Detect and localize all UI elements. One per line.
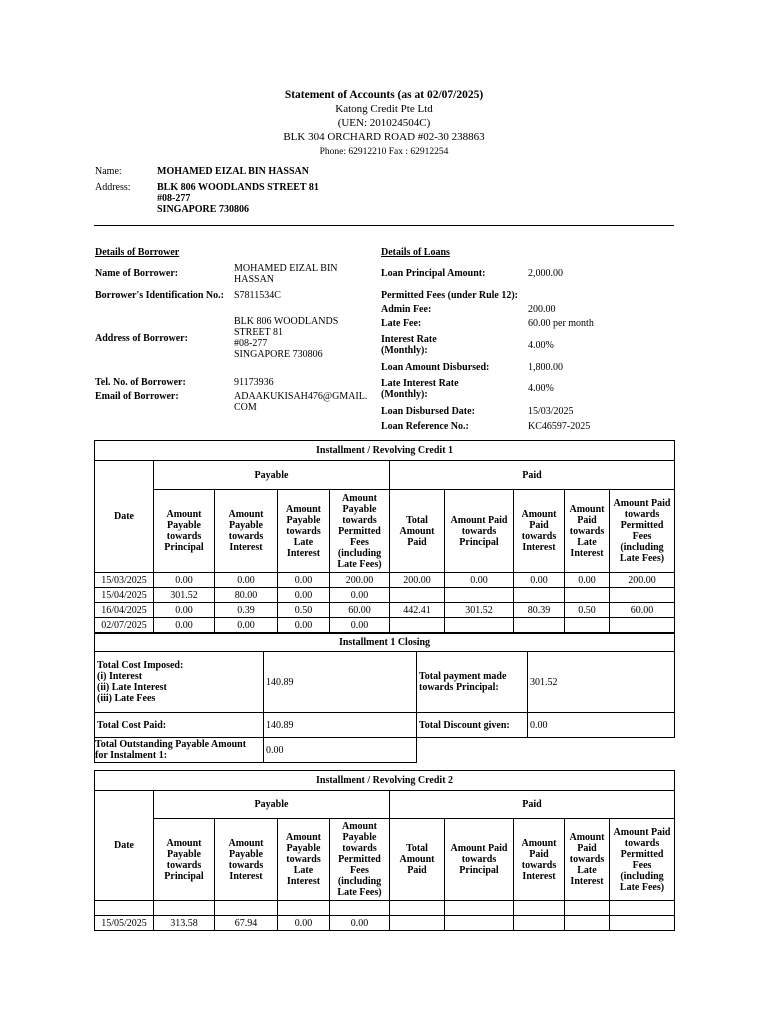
column-header-line: Amount	[285, 503, 321, 515]
amount-cell: 0.39	[215, 603, 278, 618]
column-header-line: Amount Paid	[450, 514, 508, 526]
amount-cell: 0.00	[278, 588, 330, 603]
interest-payable-header	[215, 819, 278, 901]
company-name: Katong Credit Pte Ltd	[335, 103, 433, 115]
amount-cell: 301.52	[154, 588, 215, 603]
cost-imposed-line: Total Cost Imposed:	[97, 660, 184, 671]
loan-reference-label: Loan Reference No.:	[381, 421, 469, 432]
column-header-line: towards	[461, 525, 497, 537]
date-cell: 15/03/2025	[95, 573, 154, 588]
column-header-line: Fees	[350, 865, 369, 876]
amount-cell: 60.00	[610, 603, 675, 618]
column-header-line: towards	[521, 531, 557, 542]
amount-cell	[565, 901, 610, 916]
statement-title: Statement of Accounts (as at 02/07/2025)	[284, 89, 484, 101]
column-header-line: Amount Paid	[613, 826, 671, 838]
total-cost-imposed: 140.89	[264, 652, 417, 713]
total-paid-header	[390, 819, 445, 901]
column-header-line: towards	[342, 514, 377, 526]
amount-cell: 0.00	[278, 573, 330, 588]
date-cell: 16/04/2025	[95, 603, 154, 618]
column-header-line: Payable	[167, 520, 201, 531]
amount-cell: 0.00	[154, 603, 215, 618]
column-header-line: towards	[569, 525, 605, 537]
amount-cell: 0.00	[514, 573, 565, 588]
late-interest-payable-header	[278, 819, 330, 901]
column-header-line: Principal	[459, 536, 499, 548]
borrower-email: COM	[234, 402, 257, 413]
payable-group-header: Payable	[154, 791, 390, 819]
column-header-line: Payable	[286, 843, 321, 854]
amount-cell: 60.00	[330, 603, 390, 618]
column-header-line: Paid	[407, 865, 427, 876]
amount-cell	[154, 901, 215, 916]
borrower-name: HASSAN	[234, 274, 275, 285]
cost-imposed-line: (i) Interest	[97, 671, 143, 682]
column-header-line: Amount	[341, 492, 377, 504]
date-column-header: Date	[95, 791, 154, 901]
column-header-row	[95, 819, 675, 901]
column-header-line: Late Fees)	[619, 553, 665, 564]
late-interest-rate: 4.00%	[528, 383, 554, 394]
fees-paid-header	[610, 490, 675, 573]
amount-cell: 0.50	[278, 603, 330, 618]
interest-paid-header	[514, 819, 565, 901]
column-header-line: Late	[577, 865, 597, 876]
customer-address-label: Address:	[95, 182, 131, 193]
column-header-line: Paid	[407, 536, 427, 548]
column-header-line: Principal	[164, 542, 204, 553]
column-header-line: Late	[577, 536, 597, 548]
column-header-line: Payable	[167, 848, 201, 860]
column-header-line: Principal	[164, 870, 204, 882]
amount-cell: 0.00	[215, 573, 278, 588]
amount-cell: 0.00	[154, 618, 215, 633]
payment-principal: 301.52	[528, 652, 675, 713]
column-header-line: Late Fees)	[337, 887, 382, 898]
amount-cell: 0.00	[565, 573, 610, 588]
amount-cell	[565, 588, 610, 603]
company-address: BLK 304 ORCHARD ROAD #02-30 238863	[283, 131, 485, 143]
amount-cell	[565, 618, 610, 633]
company-phone-fax: Phone: 62912210 Fax : 62912254	[319, 147, 449, 157]
disbursed-amount: 1,800.00	[528, 362, 563, 373]
amount-cell	[445, 618, 514, 633]
amount-cell: 0.00	[215, 618, 278, 633]
column-header-line: Amount	[399, 525, 435, 537]
total-cost-imposed-label	[95, 652, 264, 713]
column-header-line: Amount	[341, 821, 377, 832]
late-interest-payable-header	[278, 490, 330, 573]
column-header-line: Permitted	[620, 520, 664, 531]
closing-empty-cell	[417, 738, 675, 763]
late-interest-label: (Monthly):	[381, 389, 428, 400]
column-header-line: Fees	[632, 531, 652, 542]
amount-cell: 301.52	[445, 603, 514, 618]
credit1-title: Installment / Revolving Credit 1	[95, 441, 675, 461]
loans-heading: Details of Loans	[381, 247, 450, 258]
late-fee: 60.00 per month	[528, 318, 594, 329]
outstanding-line: Total Outstanding Payable Amount	[95, 739, 247, 750]
interest-payable-header	[215, 490, 278, 573]
amount-cell: 0.00	[278, 618, 330, 633]
amount-cell	[514, 618, 565, 633]
disbursed-date: 15/03/2025	[528, 406, 574, 417]
column-header-line: towards	[166, 859, 202, 871]
late-interest-paid-header	[565, 819, 610, 901]
table-row	[95, 573, 675, 588]
column-header-line: Paid	[577, 843, 597, 854]
fees-payable-header	[330, 819, 390, 901]
borrower-address-line: #08-277	[234, 338, 268, 349]
loan-principal: 2,000.00	[528, 268, 563, 279]
amount-cell: 0.00	[154, 573, 215, 588]
column-header-line: Late	[293, 536, 314, 548]
column-header-line: Principal	[459, 865, 499, 876]
amount-cell: 200.00	[610, 573, 675, 588]
column-header-line: Paid	[529, 520, 549, 531]
borrower-name-label: Name of Borrower:	[95, 268, 179, 279]
column-header-line: Amount	[569, 503, 605, 515]
amount-cell	[390, 588, 445, 603]
late-interest-label: Late Interest Rate	[381, 378, 459, 389]
customer-name: MOHAMED EIZAL BIN HASSAN	[157, 166, 309, 177]
column-header-line: Permitted	[338, 525, 381, 537]
column-header-line: Amount Paid	[450, 843, 508, 854]
column-header-line: Fees	[632, 859, 652, 871]
closing1-title: Installment 1 Closing	[95, 634, 675, 652]
column-header-line: towards	[569, 854, 605, 865]
company-uen: (UEN: 201024504C)	[337, 117, 431, 129]
borrower-address-line: SINGAPORE 730806	[234, 349, 323, 360]
fees-payable-header	[330, 490, 390, 573]
loan-reference: KC46597-2025	[528, 421, 591, 432]
table-row	[95, 916, 675, 931]
amount-cell	[390, 901, 445, 916]
date-cell	[95, 901, 154, 916]
interest-rate-label: Interest Rate	[381, 334, 437, 345]
column-header-line: (including	[620, 542, 664, 553]
principal-paid-header	[445, 819, 514, 901]
borrower-tel-label: Tel. No. of Borrower:	[95, 377, 186, 388]
column-header-line: Amount	[399, 854, 435, 865]
amount-cell	[390, 916, 445, 931]
disbursed-date-label: Loan Disbursed Date:	[381, 406, 475, 417]
late-fee-label: Late Fee:	[381, 318, 422, 329]
amount-cell	[390, 618, 445, 633]
paid-group-header: Paid	[390, 791, 675, 819]
loan-principal-label: Loan Principal Amount:	[381, 268, 486, 279]
column-header-line: towards	[228, 531, 264, 542]
column-header-line: Payable	[229, 520, 263, 531]
admin-fee: 200.00	[528, 304, 556, 315]
column-header-line: Payable	[286, 514, 321, 526]
table-row	[95, 618, 675, 633]
cost-imposed-line: (iii) Late Fees	[97, 693, 156, 704]
column-header-line: Interest	[229, 870, 263, 882]
table-row	[95, 603, 675, 618]
column-header-line: Payable	[342, 832, 377, 843]
amount-cell: 80.39	[514, 603, 565, 618]
fees-paid-header	[610, 819, 675, 901]
column-header-line: Late Fees)	[337, 558, 382, 570]
column-header-line: Amount	[285, 832, 321, 843]
amount-cell: 200.00	[330, 573, 390, 588]
amount-cell: 0.00	[330, 916, 390, 931]
amount-cell	[514, 901, 565, 916]
cost-imposed-line: (ii) Late Interest	[97, 682, 167, 693]
column-header-line: Interest	[286, 547, 321, 559]
column-header-line: Total	[406, 843, 428, 854]
table-row	[95, 901, 675, 916]
amount-cell: 67.94	[215, 916, 278, 931]
customer-address-line: #08-277	[157, 193, 191, 204]
column-header-line: Interest	[522, 870, 556, 882]
customer-name-label: Name:	[95, 166, 122, 177]
amount-cell: 0.00	[278, 916, 330, 931]
amount-cell	[330, 901, 390, 916]
customer-address-line: SINGAPORE 730806	[157, 204, 249, 215]
amount-cell: 200.00	[390, 573, 445, 588]
total-outstanding-label	[95, 738, 264, 763]
column-header-line: towards	[228, 859, 264, 871]
column-header-line: (including	[337, 547, 382, 559]
payment-principal-line: Total payment made	[419, 671, 507, 682]
total-discount-label: Total Discount given:	[417, 713, 528, 738]
column-header-line: Amount	[521, 509, 557, 520]
header-divider	[94, 225, 674, 226]
column-header-line: Paid	[577, 514, 597, 526]
borrower-tel: 91173936	[234, 377, 274, 388]
column-header-line: Amount	[569, 832, 605, 843]
payment-principal-line: towards Principal:	[419, 682, 499, 693]
table-row	[95, 588, 675, 603]
outstanding-line: for Instalment 1:	[95, 750, 168, 761]
column-header-line: Late	[293, 865, 314, 876]
total-paid-header	[390, 490, 445, 573]
column-header-line: Paid	[529, 848, 549, 860]
late-interest-paid-header	[565, 490, 610, 573]
borrower-name: MOHAMED EIZAL BIN	[234, 263, 338, 274]
column-header-line: Interest	[229, 542, 263, 553]
column-header-line: Interest	[570, 876, 604, 887]
payment-principal-label	[417, 652, 528, 713]
column-header-line: towards	[286, 854, 321, 865]
amount-cell: 313.58	[154, 916, 215, 931]
column-header-line: Fees	[350, 536, 369, 548]
amount-cell	[610, 588, 675, 603]
amount-cell	[445, 901, 514, 916]
interest-paid-header	[514, 490, 565, 573]
borrower-address-line: STREET 81	[234, 327, 283, 338]
column-header-line: Amount	[521, 837, 557, 849]
principal-payable-header	[154, 490, 215, 573]
column-header-line: Permitted	[338, 854, 381, 865]
amount-cell: 0.50	[565, 603, 610, 618]
borrower-email-label: Email of Borrower:	[95, 391, 179, 402]
credit2-title: Installment / Revolving Credit 2	[95, 771, 675, 791]
amount-cell	[610, 916, 675, 931]
borrower-id-label: Borrower's Identification No.:	[95, 290, 224, 301]
principal-paid-header	[445, 490, 514, 573]
total-cost-paid-label: Total Cost Paid:	[95, 713, 264, 738]
credit2-table	[94, 770, 675, 931]
column-header-line: Permitted	[620, 848, 664, 860]
column-header-row	[95, 490, 675, 573]
interest-rate-label: (Monthly):	[381, 345, 428, 356]
amount-cell	[610, 901, 675, 916]
borrower-address-line: BLK 806 WOODLANDS	[234, 316, 339, 327]
amount-cell	[278, 901, 330, 916]
borrower-id: S7811534C	[234, 290, 281, 301]
amount-cell	[215, 901, 278, 916]
column-header-line: Interest	[286, 876, 321, 887]
column-header-line: towards	[624, 837, 660, 849]
column-header-line: towards	[521, 859, 557, 871]
date-column-header: Date	[95, 461, 154, 573]
amount-cell: 80.00	[215, 588, 278, 603]
amount-cell	[565, 916, 610, 931]
interest-rate: 4.00%	[528, 340, 554, 351]
amount-cell	[514, 588, 565, 603]
amount-cell: 0.00	[330, 588, 390, 603]
column-header-line: Total	[406, 514, 428, 526]
customer-address-line: BLK 806 WOODLANDS STREET 81	[157, 182, 319, 193]
column-header-line: Payable	[229, 848, 263, 860]
total-outstanding: 0.00	[264, 738, 417, 763]
amount-cell	[445, 916, 514, 931]
column-header-line: Late Fees)	[619, 881, 665, 893]
column-header-line: (including	[337, 876, 382, 887]
borrower-address-label: Address of Borrower:	[95, 333, 188, 344]
disbursed-amount-label: Loan Amount Disbursed:	[381, 362, 490, 373]
closing1-table	[94, 633, 675, 763]
column-header-line: Interest	[522, 542, 556, 553]
column-header-line: towards	[461, 854, 497, 865]
column-header-line: Amount Paid	[613, 498, 671, 509]
column-header-line: Interest	[570, 547, 604, 559]
date-cell: 15/05/2025	[95, 916, 154, 931]
column-header-line: Amount	[228, 837, 264, 849]
amount-cell	[445, 588, 514, 603]
date-cell: 02/07/2025	[95, 618, 154, 633]
column-header-line: Amount	[166, 509, 202, 520]
amount-cell: 0.00	[330, 618, 390, 633]
column-header-line: (including	[620, 870, 664, 882]
total-discount: 0.00	[528, 713, 675, 738]
amount-cell	[610, 618, 675, 633]
column-header-line: towards	[166, 531, 202, 542]
total-cost-paid: 140.89	[264, 713, 417, 738]
column-header-line: towards	[624, 509, 660, 520]
permitted-fees-label: Permitted Fees (under Rule 12):	[381, 290, 519, 301]
admin-fee-label: Admin Fee:	[381, 304, 432, 315]
principal-payable-header	[154, 819, 215, 901]
amount-cell: 0.00	[445, 573, 514, 588]
credit1-table	[94, 440, 675, 633]
payable-group-header: Payable	[154, 461, 390, 490]
column-header-line: Payable	[342, 503, 377, 515]
borrower-email: ADAAKUKISAH476@GMAIL.	[234, 391, 368, 402]
paid-group-header: Paid	[390, 461, 675, 490]
amount-cell: 442.41	[390, 603, 445, 618]
column-header-line: towards	[286, 525, 321, 537]
column-header-line: Amount	[166, 837, 202, 849]
column-header-line: Amount	[228, 509, 264, 520]
date-cell: 15/04/2025	[95, 588, 154, 603]
column-header-line: towards	[342, 843, 377, 854]
amount-cell	[514, 916, 565, 931]
borrower-heading: Details of Borrower	[95, 247, 180, 258]
